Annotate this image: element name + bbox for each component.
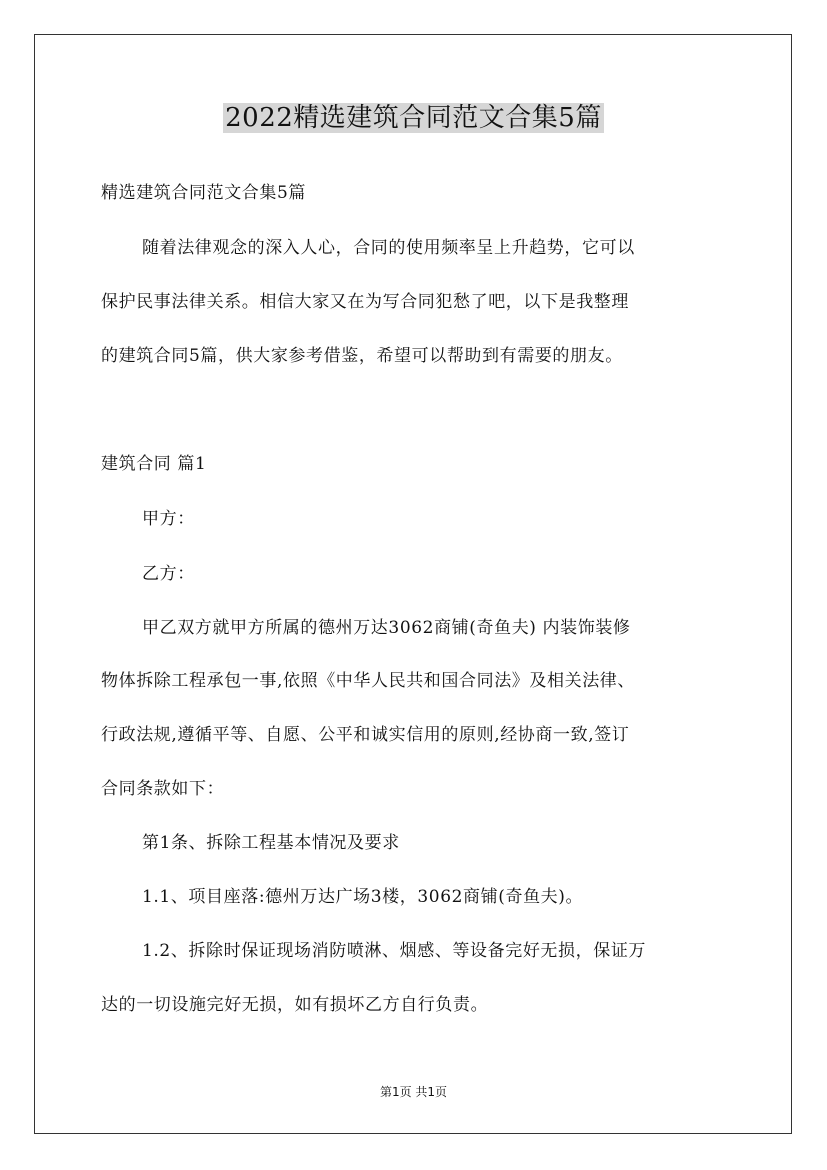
party-a-line: 甲方： [142, 509, 195, 529]
document-title: 2022精选建筑合同范文合集5篇 [225, 103, 602, 133]
page-footer: 第1页 共1页 [379, 1085, 448, 1099]
section-heading: 建筑合同 篇1 [101, 454, 207, 474]
party-b-line: 乙方： [142, 564, 195, 584]
paragraph-line: 合同条款如下： [101, 779, 225, 799]
paragraph-line: 的建筑合同5篇，供大家参考借鉴，希望可以帮助到有需要的朋友。 [101, 346, 623, 366]
document-subtitle: 精选建筑合同范文合集5篇 [101, 183, 307, 203]
paragraph-line: 行政法规,遵循平等、自愿、公平和诚实信用的原则,经协商一致,签订 [101, 725, 630, 745]
document-title-wrap [0, 100, 827, 136]
paragraph-line: 保护民事法律关系。相信大家又在为写合同犯愁了吧，以下是我整理 [101, 292, 629, 312]
paragraph-line: 物体拆除工程承包一事,依照《中华人民共和国合同法》及相关法律、 [101, 671, 636, 691]
clause-item: 1.2、拆除时保证现场消防喷淋、烟感、等设备完好无损，保证万 [142, 941, 647, 961]
clause-item-continued: 达的一切设施完好无损，如有损坏乙方自行负责。 [101, 995, 489, 1015]
paragraph-line: 随着法律观念的深入人心，合同的使用频率呈上升趋势，它可以 [142, 238, 635, 258]
clause-heading: 第1条、拆除工程基本情况及要求 [142, 833, 400, 853]
clause-item: 1.1、项目座落:德州万达广场3楼，3062商铺(奇鱼夫)。 [142, 887, 584, 907]
paragraph-line: 甲乙双方就甲方所属的德州万达3062商铺(奇鱼夫) 内装饰装修 [142, 618, 631, 638]
